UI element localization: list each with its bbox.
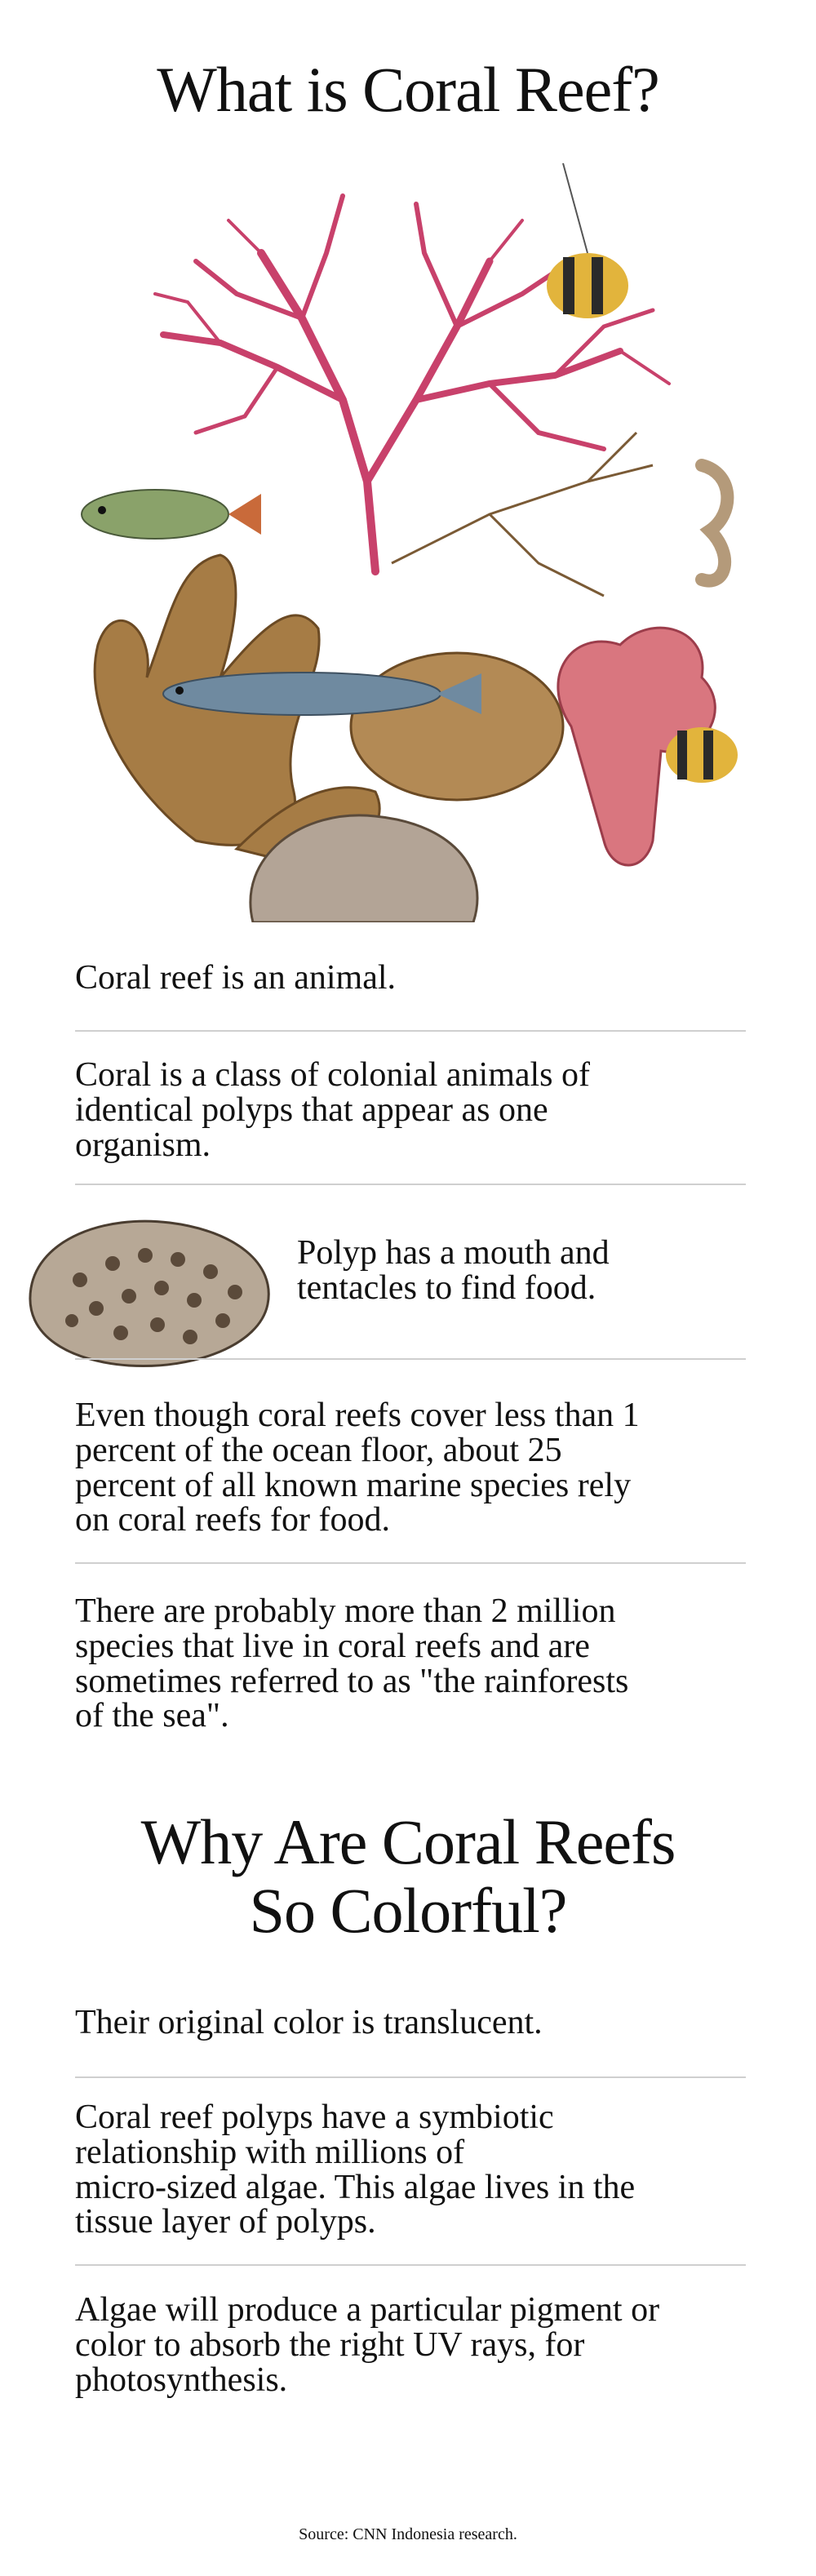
seahorse bbox=[702, 465, 727, 581]
divider bbox=[75, 1184, 746, 1185]
divider bbox=[75, 2264, 746, 2266]
coral-reef-illustration bbox=[33, 139, 783, 922]
divider bbox=[75, 1562, 746, 1564]
fact-polyp: Polyp has a mouth and tentacles to find food. bbox=[297, 1234, 610, 1307]
source-note: Source: CNN Indonesia research. bbox=[299, 2525, 517, 2543]
fact-animal: Coral reef is an animal. bbox=[75, 959, 397, 997]
divider bbox=[75, 2076, 746, 2078]
color-fact-symbiotic: Coral reef polyps have a symbiotic relationship with millions of micro-sized algae. This algae lives in the tissue layer of polyps. bbox=[75, 2099, 636, 2241]
brown-coral-mound bbox=[351, 653, 563, 800]
color-fact-pigment: Algae will produce a particular pigment or color to absorb the right UV rays, for photosynthesis. bbox=[75, 2291, 660, 2399]
fact-colonial: Coral is a class of colonial animals of identical polyps that appear as one organism. bbox=[75, 1056, 591, 1164]
divider bbox=[75, 1358, 746, 1360]
perch-fish bbox=[82, 490, 261, 539]
angelfish-top bbox=[547, 163, 628, 318]
color-fact-translucent: Their original color is translucent. bbox=[75, 2004, 543, 2041]
fact-ocean-floor: Even though coral reefs cover less than 1 percent of the ocean floor, about 25 percent of all known marine species rely on coral reefs for food. bbox=[75, 1397, 640, 1539]
section-title-colorful: Why Are Coral Reefs So Colorful? bbox=[140, 1806, 676, 1947]
angelfish-bottom bbox=[666, 727, 738, 783]
polyp-colony-illustration bbox=[23, 1206, 284, 1378]
twig-coral bbox=[392, 433, 653, 596]
divider bbox=[75, 1030, 746, 1032]
fact-species: There are probably more than 2 million species that live in coral reefs and are sometimes referred to as "the rainforests of the sea". bbox=[75, 1592, 629, 1735]
page-title: What is Coral Reef? bbox=[157, 54, 659, 125]
